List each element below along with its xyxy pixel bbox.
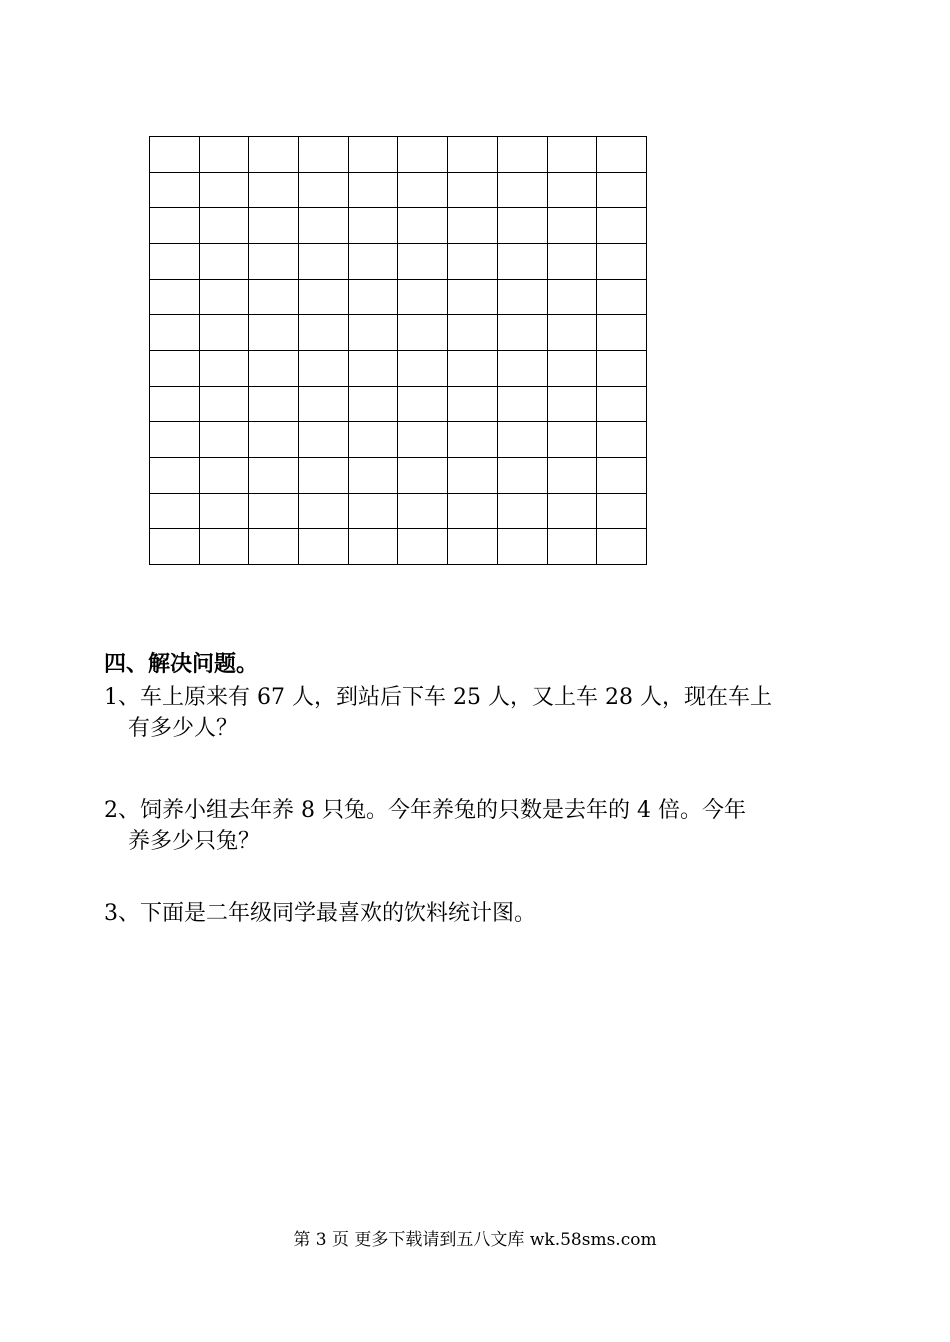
grid-cell: [299, 172, 349, 208]
grid-cell: [547, 350, 597, 386]
question-1: [104, 682, 849, 744]
grid-cell: [348, 457, 398, 493]
grid-cell: [448, 350, 498, 386]
grid-cell: [448, 422, 498, 458]
grid-cell: [398, 279, 448, 315]
grid-cell: [199, 529, 249, 565]
grid-cell: [547, 279, 597, 315]
grid-body: [150, 137, 647, 565]
grid-cell: [398, 386, 448, 422]
grid-cell: [497, 350, 547, 386]
grid-row: [150, 350, 647, 386]
grid-row: [150, 137, 647, 173]
grid-cell: [199, 422, 249, 458]
grid-cell: [150, 315, 200, 351]
section-title: 四、解决问题。: [104, 652, 259, 677]
grid-cell: [497, 529, 547, 565]
grid-cell: [497, 172, 547, 208]
grid-cell: [150, 208, 200, 244]
grid-cell: [448, 172, 498, 208]
grid-cell: [348, 350, 398, 386]
grid-cell: [150, 172, 200, 208]
grid-cell: [348, 279, 398, 315]
grid-cell: [448, 279, 498, 315]
grid-cell: [199, 457, 249, 493]
grid-cell: [249, 529, 299, 565]
grid-cell: [299, 137, 349, 173]
grid-cell: [150, 422, 200, 458]
grid-cell: [497, 279, 547, 315]
grid-cell: [597, 493, 647, 529]
grid-row: [150, 208, 647, 244]
grid-cell: [547, 529, 597, 565]
question-2: [104, 795, 849, 857]
grid-cell: [448, 457, 498, 493]
grid-cell: [547, 208, 597, 244]
grid-row: [150, 493, 647, 529]
grid-cell: [299, 386, 349, 422]
grid-cell: [150, 457, 200, 493]
grid-cell: [348, 243, 398, 279]
grid-cell: [348, 172, 398, 208]
grid-cell: [448, 529, 498, 565]
blank-grid: [149, 136, 647, 565]
grid-cell: [547, 493, 597, 529]
grid-cell: [497, 386, 547, 422]
grid-cell: [597, 172, 647, 208]
grid-cell: [299, 279, 349, 315]
grid-cell: [497, 243, 547, 279]
grid-cell: [448, 386, 498, 422]
grid-cell: [299, 422, 349, 458]
grid-cell: [299, 315, 349, 351]
grid-cell: [597, 315, 647, 351]
grid-cell: [398, 457, 448, 493]
grid-row: [150, 457, 647, 493]
grid-cell: [448, 208, 498, 244]
grid-cell: [199, 279, 249, 315]
grid-cell: [150, 386, 200, 422]
grid-cell: [150, 279, 200, 315]
grid-cell: [597, 137, 647, 173]
question-2-line-2: 养多少只兔？: [128, 829, 261, 854]
grid-cell: [249, 457, 299, 493]
grid-cell: [150, 350, 200, 386]
grid-cell: [348, 386, 398, 422]
grid-cell: [299, 350, 349, 386]
grid-cell: [249, 279, 299, 315]
grid-cell: [199, 243, 249, 279]
grid-cell: [597, 386, 647, 422]
grid-cell: [348, 315, 398, 351]
grid-cell: [199, 386, 249, 422]
grid-cell: [348, 493, 398, 529]
grid-cell: [547, 422, 597, 458]
grid-cell: [299, 529, 349, 565]
grid-cell: [597, 279, 647, 315]
grid-cell: [497, 137, 547, 173]
grid-cell: [199, 172, 249, 208]
grid-cell: [199, 493, 249, 529]
question-1-line-2: 有多少人？: [128, 716, 239, 741]
grid-cell: [448, 137, 498, 173]
grid-cell: [597, 208, 647, 244]
grid-cell: [150, 137, 200, 173]
grid-cell: [547, 243, 597, 279]
question-1-line-1: 1、车上原来有 67 人，到站后下车 25 人，又上车 28 人，现在车上: [104, 685, 772, 710]
grid-cell: [150, 243, 200, 279]
grid-cell: [497, 422, 547, 458]
grid-cell: [199, 315, 249, 351]
grid-cell: [448, 315, 498, 351]
grid-cell: [249, 493, 299, 529]
grid-cell: [398, 350, 448, 386]
grid-cell: [199, 350, 249, 386]
grid-cell: [249, 243, 299, 279]
question-3: [104, 898, 849, 929]
grid-cell: [597, 422, 647, 458]
grid-cell: [547, 137, 597, 173]
grid-cell: [299, 243, 349, 279]
grid-cell: [299, 208, 349, 244]
grid-cell: [299, 493, 349, 529]
grid-cell: [398, 422, 448, 458]
grid-cell: [398, 315, 448, 351]
grid-cell: [348, 422, 398, 458]
grid-cell: [249, 422, 299, 458]
grid-cell: [199, 137, 249, 173]
grid-cell: [497, 208, 547, 244]
grid-row: [150, 279, 647, 315]
page-footer: 第 3 页 更多下载请到五八文库 wk.58sms.com: [293, 1230, 657, 1250]
grid-row: [150, 243, 647, 279]
grid-cell: [497, 493, 547, 529]
grid-cell: [547, 172, 597, 208]
grid-cell: [497, 315, 547, 351]
grid-cell: [398, 529, 448, 565]
grid-cell: [398, 137, 448, 173]
grid-cell: [398, 208, 448, 244]
grid-cell: [448, 493, 498, 529]
grid-cell: [597, 350, 647, 386]
grid-cell: [497, 457, 547, 493]
grid-cell: [249, 172, 299, 208]
grid-cell: [448, 243, 498, 279]
grid-cell: [249, 315, 299, 351]
grid-cell: [398, 243, 448, 279]
grid-row: [150, 529, 647, 565]
grid-cell: [249, 386, 299, 422]
grid-cell: [547, 315, 597, 351]
grid-cell: [150, 529, 200, 565]
grid-cell: [547, 386, 597, 422]
grid-row: [150, 172, 647, 208]
grid-cell: [199, 208, 249, 244]
grid-cell: [597, 457, 647, 493]
grid-cell: [249, 350, 299, 386]
grid-cell: [249, 208, 299, 244]
grid-cell: [348, 208, 398, 244]
question-2-line-1: 2、饲养小组去年养 8 只兔。今年养兔的只数是去年的 4 倍。今年: [104, 798, 746, 823]
grid-row: [150, 422, 647, 458]
grid-cell: [597, 243, 647, 279]
grid-cell: [150, 493, 200, 529]
grid-cell: [597, 529, 647, 565]
grid-cell: [348, 529, 398, 565]
grid-row: [150, 386, 647, 422]
question-3-line-1: 3、下面是二年级同学最喜欢的饮料统计图。: [104, 901, 536, 926]
grid-row: [150, 315, 647, 351]
grid-cell: [348, 137, 398, 173]
grid-cell: [547, 457, 597, 493]
grid-cell: [398, 172, 448, 208]
grid-cell: [249, 137, 299, 173]
grid-cell: [299, 457, 349, 493]
grid-cell: [398, 493, 448, 529]
